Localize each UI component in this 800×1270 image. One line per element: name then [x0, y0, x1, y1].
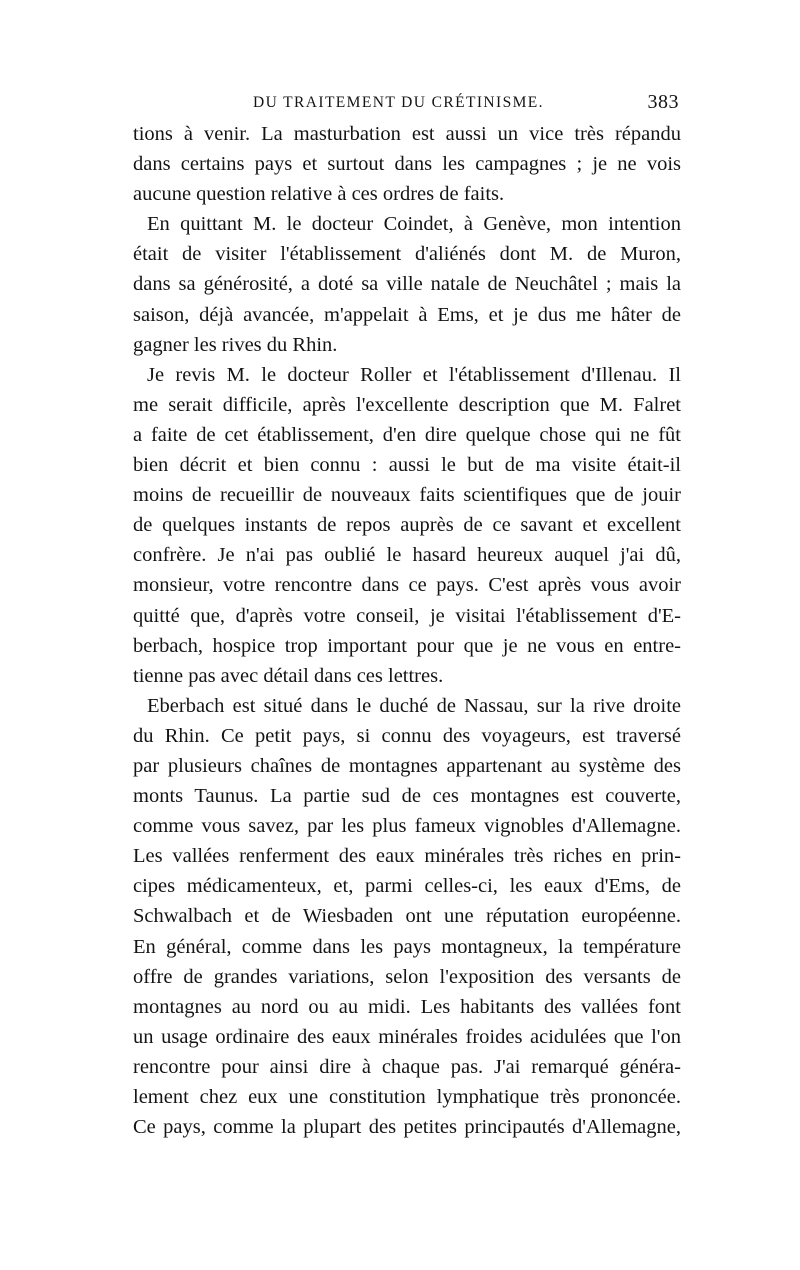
body-text — [133, 119, 681, 1142]
text-line: offre de grandes variations, selon l'exposition des versants de — [133, 965, 681, 988]
text-line: tions à venir. La masturbation est aussi un vice très répandu — [133, 123, 681, 145]
text-line: lement chez eux une constitution lymphatique très prononcée. — [133, 1086, 681, 1108]
text-line: un usage ordinaire des eaux minérales froides acidulées que l'on — [133, 1025, 681, 1048]
text-line: tienne pas avec détail dans ces lettres. — [133, 664, 444, 687]
text-line: monts Taunus. La partie sud de ces montagnes est couverte, — [133, 785, 681, 808]
text-line: dans certains pays et surtout dans les campagnes ; je ne vois — [133, 153, 681, 176]
text-line: montagnes au nord ou au midi. Les habitants des vallées font — [133, 995, 681, 1018]
text-line: moins de recueillir de nouveaux faits scientifiques que de jouir — [133, 484, 681, 507]
text-line: saison, déjà avancée, m'appelait à Ems, et je dus me hâter de — [133, 303, 681, 326]
text-line: monsieur, votre rencontre dans ce pays. C'est après vous avoir — [133, 574, 681, 597]
text-line: Ce pays, comme la plupart des petites principautés d'Allemagne, — [133, 1116, 681, 1139]
text-line: Schwalbach et de Wiesbaden ont une réputation européenne. — [133, 905, 681, 928]
page-header — [133, 91, 681, 116]
text-line: bien décrit et bien connu : aussi le but de ma visite était-il — [133, 454, 681, 477]
text-line: était de visiter l'établissement d'aliénés dont M. de Muron, — [133, 243, 681, 266]
running-head: DU TRAITEMENT DU CRÉTINISME. — [253, 94, 544, 111]
page-number: 383 — [647, 91, 679, 113]
text-line: dans sa générosité, a doté sa ville natale de Neuchâtel ; mais la — [133, 273, 681, 296]
text-line: a faite de cet établissement, d'en dire quelque chose qui ne fût — [133, 423, 681, 446]
text-line: comme vous savez, par les plus fameux vignobles d'Allemagne. — [133, 815, 681, 838]
text-line: confrère. Je n'ai pas oublié le hasard heureux auquel j'ai dû, — [133, 544, 681, 567]
text-line: En général, comme dans les pays montagneux, la température — [133, 935, 681, 958]
text-line: quitté que, d'après votre conseil, je visitai l'établissement d'E- — [133, 604, 681, 627]
text-line: Les vallées renferment des eaux minérales très riches en prin- — [133, 845, 681, 868]
text-line: par plusieurs chaînes de montagnes appartenant au système des — [133, 754, 681, 777]
text-line: de quelques instants de repos auprès de ce savant et excellent — [133, 514, 681, 537]
text-line: aucune question relative à ces ordres de faits. — [133, 183, 505, 206]
paragraph-start-line: En quittant M. le docteur Coindet, à Genève, mon intention — [147, 213, 681, 236]
text-line: du Rhin. Ce petit pays, si connu des voyageurs, est traversé — [133, 724, 681, 747]
text-line: cipes médicamenteux, et, parmi celles-ci, les eaux d'Ems, de — [133, 875, 681, 898]
paragraph-start-line: Je revis M. le docteur Roller et l'établissement d'Illenau. Il — [147, 363, 681, 386]
paragraph-start-line: Eberbach est situé dans le duché de Nassau, sur la rive droite — [147, 694, 681, 717]
text-line: rencontre pour ainsi dire à chaque pas. J'ai remarqué généra- — [133, 1055, 681, 1078]
text-line: berbach, hospice trop important pour que je ne vous en entre- — [133, 634, 681, 657]
text-line: gagner les rives du Rhin. — [133, 333, 338, 356]
text-line: me serait difficile, après l'excellente description que M. Falret — [133, 393, 681, 416]
